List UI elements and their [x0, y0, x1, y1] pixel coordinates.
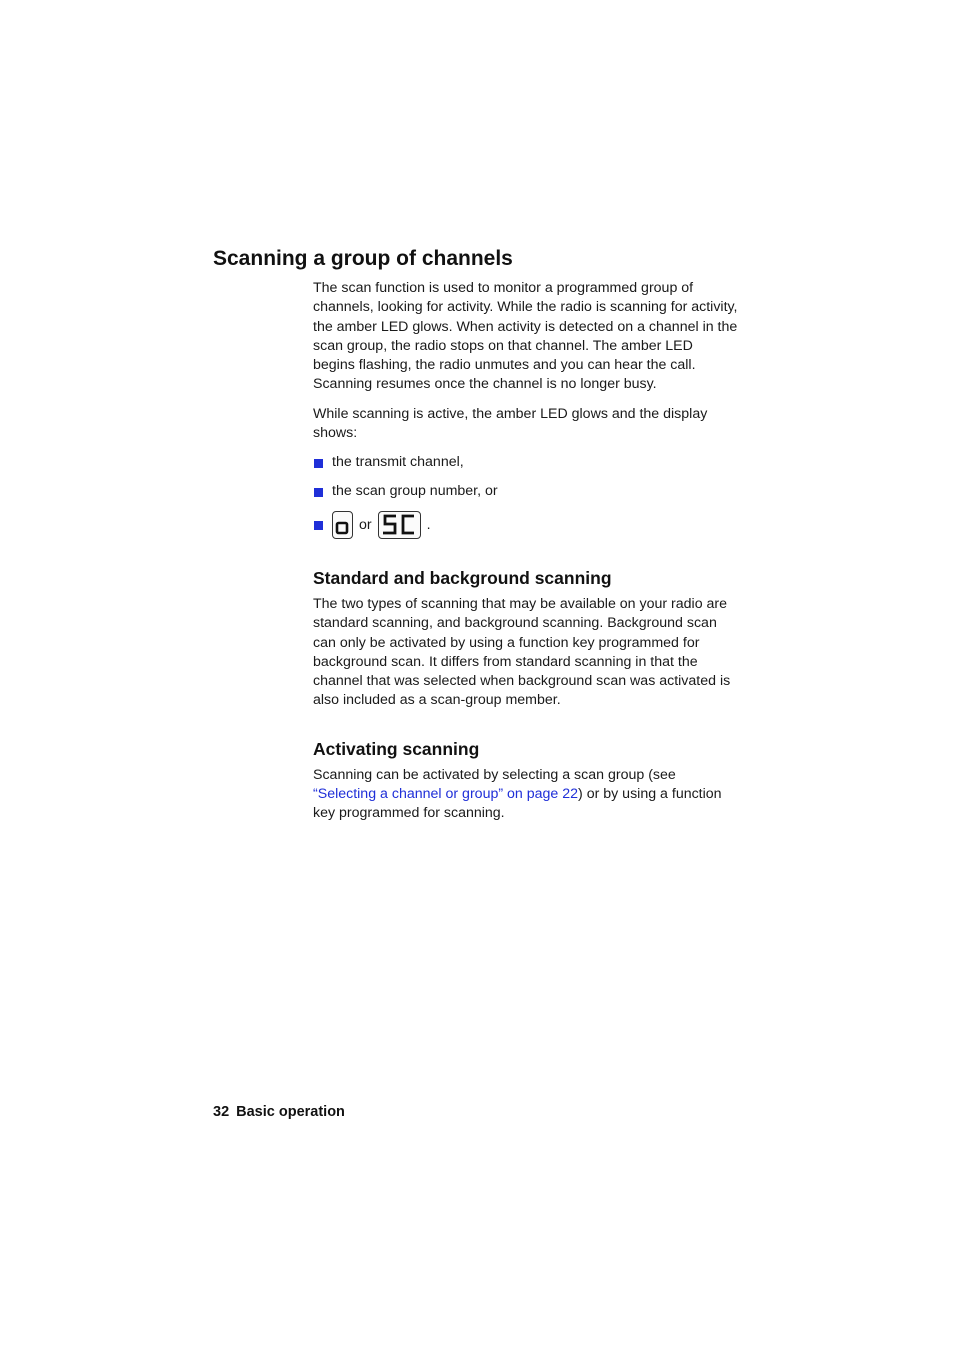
display-list: [313, 453, 738, 540]
list-item: [313, 453, 738, 472]
bullet-square-icon: [314, 459, 323, 468]
activating-paragraph: [313, 766, 738, 824]
or-connector: or: [359, 516, 372, 533]
page-footer: [213, 1102, 345, 1122]
lcd-o-symbol-icon: [332, 511, 353, 539]
footer-section-name: Basic operation: [236, 1104, 345, 1120]
activating-text-after: ) or by using a function key programmed for scanning.: [313, 786, 722, 822]
standard-background-paragraph: The two types of scanning that may be available on your radio are standard scanning, and background scanning. Background scan can only be activated by using a function key programmed for background scan. It differs from standard scanning in that the channel that was selected when background scan was activated is also included as a scan-group member.: [313, 595, 731, 709]
page-title: Scanning a group of channels: [213, 247, 513, 270]
lcd-sc-symbol-icon: [378, 511, 421, 539]
bullet-square-icon: [314, 488, 323, 497]
list-item: [313, 482, 738, 501]
activating-text-before: Scanning can be activated by selecting a scan group (see: [313, 766, 676, 783]
list-item-text: the transmit channel,: [332, 454, 464, 471]
intro-paragraph: The scan function is used to monitor a programmed group of channels, looking for activity. While the radio is scanning for activity, the amber LED glows. When activity is detected on a channel in the scan group, the radio stops on that channel. The amber LED begins flashing, the radio unmutes and you can hear the call. Scanning resumes once the channel is no longer busy.: [313, 280, 738, 393]
cross-reference-link[interactable]: “Selecting a channel or group” on page 22: [313, 786, 579, 803]
bullet-square-icon: [314, 521, 323, 530]
trailing-period: .: [426, 516, 431, 533]
list-item-text: the scan group number, or: [332, 483, 498, 500]
list-item-display-symbols: [313, 511, 738, 540]
page-number: 32: [213, 1104, 230, 1120]
body-column: [313, 279, 738, 834]
display-paragraph: While scanning is active, the amber LED glows and the display shows:: [313, 405, 708, 442]
standard-background-heading: Standard and background scanning: [313, 567, 612, 588]
activating-heading: Activating scanning: [313, 738, 480, 759]
